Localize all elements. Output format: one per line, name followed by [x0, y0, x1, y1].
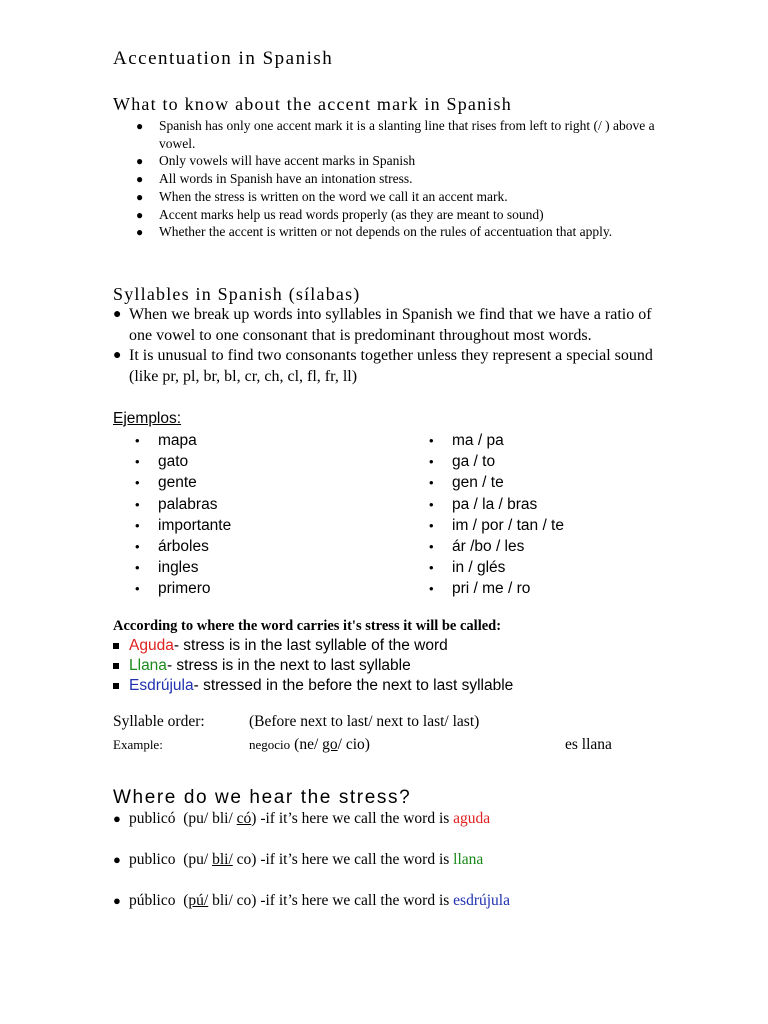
example-word: • ingles [158, 557, 231, 578]
stress-type-name: Aguda [129, 637, 174, 654]
page-title: Accentuation in Spanish [113, 48, 334, 69]
example-syllables-list [429, 430, 564, 600]
example-word: • mapa [158, 430, 231, 451]
list-item: ● Accent marks help us read words properly (as they are meant to sound) [159, 206, 659, 224]
square-bullet-icon [113, 643, 119, 649]
stress-type: esdrújula [453, 892, 510, 909]
syllable-3: co [236, 892, 252, 909]
stress-type-llana [113, 656, 513, 676]
accent-mark-list [136, 117, 659, 241]
bullet-icon: • [135, 538, 140, 554]
stress-word: publicó [129, 810, 176, 827]
example-syllable-3: cio) [345, 736, 370, 753]
stressed-syllable: bli/ [212, 851, 233, 868]
bullet-icon: • [429, 496, 434, 512]
bullet-icon: ● [113, 307, 122, 322]
bullet-icon: • [429, 517, 434, 533]
syllable-order-label: Syllable order: [113, 713, 205, 730]
stress-types-intro: According to where the word carries it's stress it will be called: [113, 618, 502, 634]
bullet-icon: ● [113, 811, 121, 826]
stress-type-name: Llana [129, 657, 167, 674]
square-bullet-icon [113, 683, 119, 689]
bullet-icon: ● [136, 207, 144, 222]
bullet-icon: • [135, 560, 140, 576]
example-syllable-1: ne [299, 736, 314, 753]
syllable-2: bli/ [212, 892, 233, 909]
stress-word: publico [129, 851, 176, 868]
stress-type-esdrujula [113, 676, 513, 696]
example-syllables: • ma / pa [452, 430, 564, 451]
stress-type-desc: - stressed in the before the next to last syllable [193, 677, 514, 694]
stress-type-aguda [113, 636, 513, 656]
list-item: ● Whether the accent is written or not depends on the rules of accentuation that apply. [159, 223, 659, 241]
examples-label: Ejemplos: [113, 410, 182, 427]
bullet-icon: ● [113, 348, 122, 363]
bullet-icon: • [429, 560, 434, 576]
bullet-icon: ● [136, 225, 144, 240]
bullet-icon: ● [113, 893, 121, 908]
example-word: • gato [158, 451, 231, 472]
bullet-icon: ● [136, 189, 144, 204]
example-syllables: • im / por / tan / te [452, 515, 564, 536]
bullet-icon: • [429, 433, 434, 448]
stress-example-aguda: ● publicó (pu/ bli/ có) -if it’s here we call the word is aguda [113, 810, 491, 827]
example-syllables: • pa / la / bras [452, 494, 564, 515]
example-syllables: • pri / me / ro [452, 578, 564, 599]
stress-type-desc: - stress is in the next to last syllable [166, 657, 411, 674]
syllable-3: co [236, 851, 252, 868]
stressed-syllable: có [236, 810, 252, 827]
bullet-icon: ● [113, 852, 121, 867]
bullet-icon: • [429, 454, 434, 470]
syllable-1: pu/ [188, 851, 209, 868]
bullet-icon: • [135, 454, 140, 470]
example-syllables: • ga / to [452, 451, 564, 472]
example-word: • primero [158, 578, 231, 599]
section-heading-accent-mark: What to know about the accent mark in Spanish [113, 94, 512, 114]
list-item: ● Only vowels will have accent marks in Spanish [159, 152, 659, 170]
stress-type: llana [453, 851, 484, 868]
example-label: Example: [113, 737, 163, 752]
example-word: • palabras [158, 494, 231, 515]
stress-word: público [129, 892, 176, 909]
list-item: ● When we break up words into syllables in Spanish we find that we have a ratio of one vowel to one consonant that is predominant throughout most words. [113, 306, 652, 344]
example-word: • importante [158, 515, 231, 536]
section-heading-stress: Where do we hear the stress? [113, 787, 412, 808]
example-result: es llana [565, 736, 612, 753]
bullet-icon: ● [136, 172, 144, 187]
bullet-icon: • [429, 475, 434, 491]
example-syllables: • ár /bo / les [452, 536, 564, 557]
list-item: ● It is unusual to find two consonants together unless they represent a special sound (like pr, pl, br, bl, cr, ch, cl, fl, fr, ll) [113, 347, 653, 385]
stress-type-desc: - stress is in the last syllable of the word [173, 637, 448, 654]
bullet-icon: ● [136, 154, 144, 169]
bullet-icon: • [135, 496, 140, 512]
bullet-icon: • [135, 433, 140, 448]
stress-example-esdrujula: ● público (pú/ bli/ co) -if it’s here we call the word is esdrújula [113, 892, 510, 909]
example-words-list [135, 430, 232, 600]
example-syllable-2: go [322, 736, 338, 753]
section-heading-syllables: Syllables in Spanish (sílabas) [113, 284, 361, 304]
example-word: negocio [249, 737, 291, 752]
bullet-icon: • [135, 581, 140, 597]
bullet-icon: • [429, 581, 434, 597]
example-open: ( [294, 736, 300, 753]
example-word: • árboles [158, 536, 231, 557]
example-syllables: • gen / te [452, 472, 564, 493]
stressed-syllable: pú/ [188, 892, 209, 909]
list-item: ● Spanish has only one accent mark it is a slanting line that rises from left to right (/ ) above a vowel. [136, 118, 655, 151]
stress-types-list [113, 636, 513, 696]
square-bullet-icon [113, 663, 119, 669]
stress-type-name: Esdrújula [129, 677, 194, 694]
bullet-icon: ● [136, 119, 144, 133]
example-syllables: • in / glés [452, 557, 564, 578]
list-item: ● When the stress is written on the word we call it an accent mark. [159, 188, 659, 206]
stress-example-llana: ● publico (pu/ bli/ co) -if it’s here we call the word is llana [113, 851, 484, 868]
bullet-icon: • [135, 517, 140, 533]
bullet-icon: • [135, 475, 140, 491]
stress-type: aguda [453, 810, 491, 827]
syllable-order-value: (Before next to last/ next to last/ last) [249, 713, 480, 730]
example-breakdown: negocio (ne/ go/ cio) [249, 736, 370, 753]
syllables-list [113, 305, 653, 387]
syllable-2: bli/ [212, 810, 233, 827]
list-item: ● All words in Spanish have an intonation stress. [159, 170, 659, 188]
syllable-1: pu/ [188, 810, 209, 827]
example-word: • gente [158, 472, 231, 493]
bullet-icon: • [429, 538, 434, 554]
